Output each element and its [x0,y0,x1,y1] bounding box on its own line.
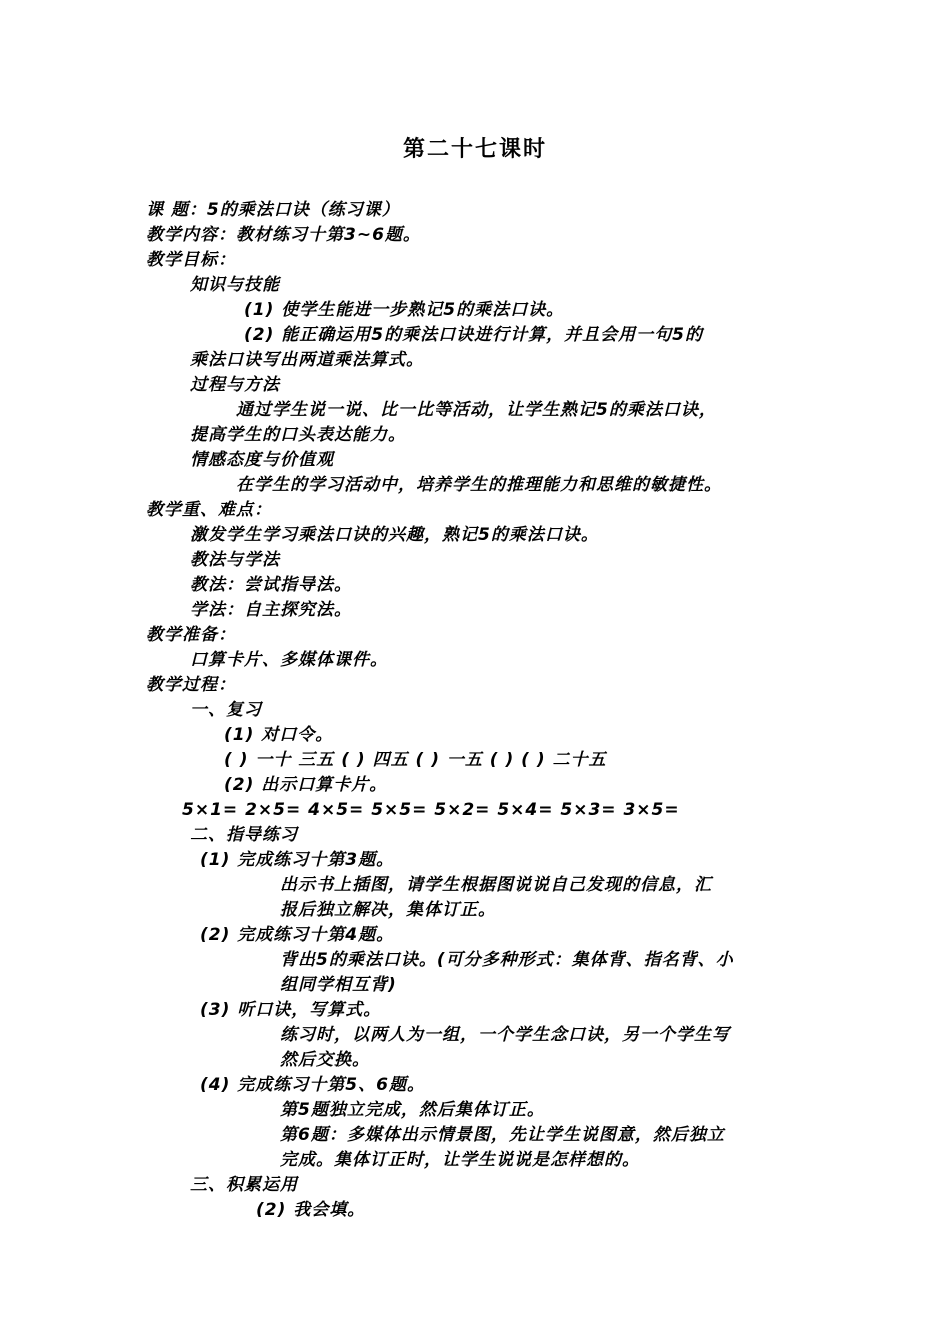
attitude-heading: 情感态度与价值观 [190,450,334,470]
process-method-heading: 过程与方法 [190,375,280,395]
process-method-text: 通过学生说一说、比一比等活动，让学生熟记5的乘法口诀， [236,400,717,420]
page-title: 第二十七课时 [402,136,547,162]
key-points-heading: 教学重、难点： [146,500,272,520]
preparation-heading: 教学准备： [146,625,236,645]
practice-item-1: (1) 完成练习十第3题。 [200,850,395,870]
guided-practice-heading: 二、指导练习 [190,825,298,845]
goal-item-1: (1) 使学生能进一步熟记5的乘法口诀。 [244,300,565,320]
process-method-text-cont: 提高学生的口头表达能力。 [190,425,406,445]
knowledge-skills-heading: 知识与技能 [190,275,280,295]
practice-item-4-text-3: 完成。集体订正时，让学生说说是怎样想的。 [280,1150,640,1170]
application-item: (2) 我会填。 [256,1200,366,1220]
practice-item-2-text-cont: 组同学相互背) [280,975,397,995]
review-heading: 一、复习 [190,700,262,720]
goals-heading: 教学目标： [146,250,236,270]
review-item-1: (1) 对口令。 [224,725,334,745]
goal-item-2-cont: 乘法口诀写出两道乘法算式。 [190,350,424,370]
practice-item-2-text: 背出5的乘法口诀。(可分多种形式：集体背、指名背、小 [280,950,734,970]
attitude-text: 在学生的学习活动中，培养学生的推理能力和思维的敏捷性。 [236,475,722,495]
learning-method: 学法：自主探究法。 [190,600,352,620]
process-heading: 教学过程： [146,675,236,695]
preparation-text: 口算卡片、多媒体课件。 [190,650,388,670]
methods-heading: 教法与学法 [190,550,280,570]
application-heading: 三、积累运用 [190,1175,298,1195]
practice-item-3: (3) 听口诀，写算式。 [200,1000,382,1020]
practice-item-1-text: 出示书上插图，请学生根据图说说自己发现的信息，汇 [280,875,712,895]
key-points-text: 激发学生学习乘法口诀的兴趣，熟记5的乘法口诀。 [190,525,599,545]
oral-calc-cards: 5×1= 2×5= 4×5= 5×5= 5×2= 5×4= 5×3= 3×5= [182,800,680,820]
goal-item-2: (2) 能正确运用5的乘法口诀进行计算，并且会用一句5的 [244,325,703,345]
practice-item-1-text-cont: 报后独立解决，集体订正。 [280,900,496,920]
topic-line: 课 题：5的乘法口诀（练习课） [146,200,400,220]
review-blanks: ( ) 一十 三五 ( ) 四五 ( ) 一五 ( ) ( ) 二十五 [224,750,607,770]
practice-item-4-text-1: 第5题独立完成，然后集体订正。 [280,1100,545,1120]
practice-item-4: (4) 完成练习十第5、6题。 [200,1075,425,1095]
practice-item-3-text-cont: 然后交换。 [280,1050,370,1070]
practice-item-4-text-2: 第6题：多媒体出示情景图，先让学生说图意，然后独立 [280,1125,725,1145]
practice-item-2: (2) 完成练习十第4题。 [200,925,395,945]
content-line: 教学内容：教材练习十第3~6题。 [146,225,421,245]
teaching-method: 教法：尝试指导法。 [190,575,352,595]
practice-item-3-text: 练习时，以两人为一组，一个学生念口诀，另一个学生写 [280,1025,730,1045]
review-item-2: (2) 出示口算卡片。 [224,775,388,795]
